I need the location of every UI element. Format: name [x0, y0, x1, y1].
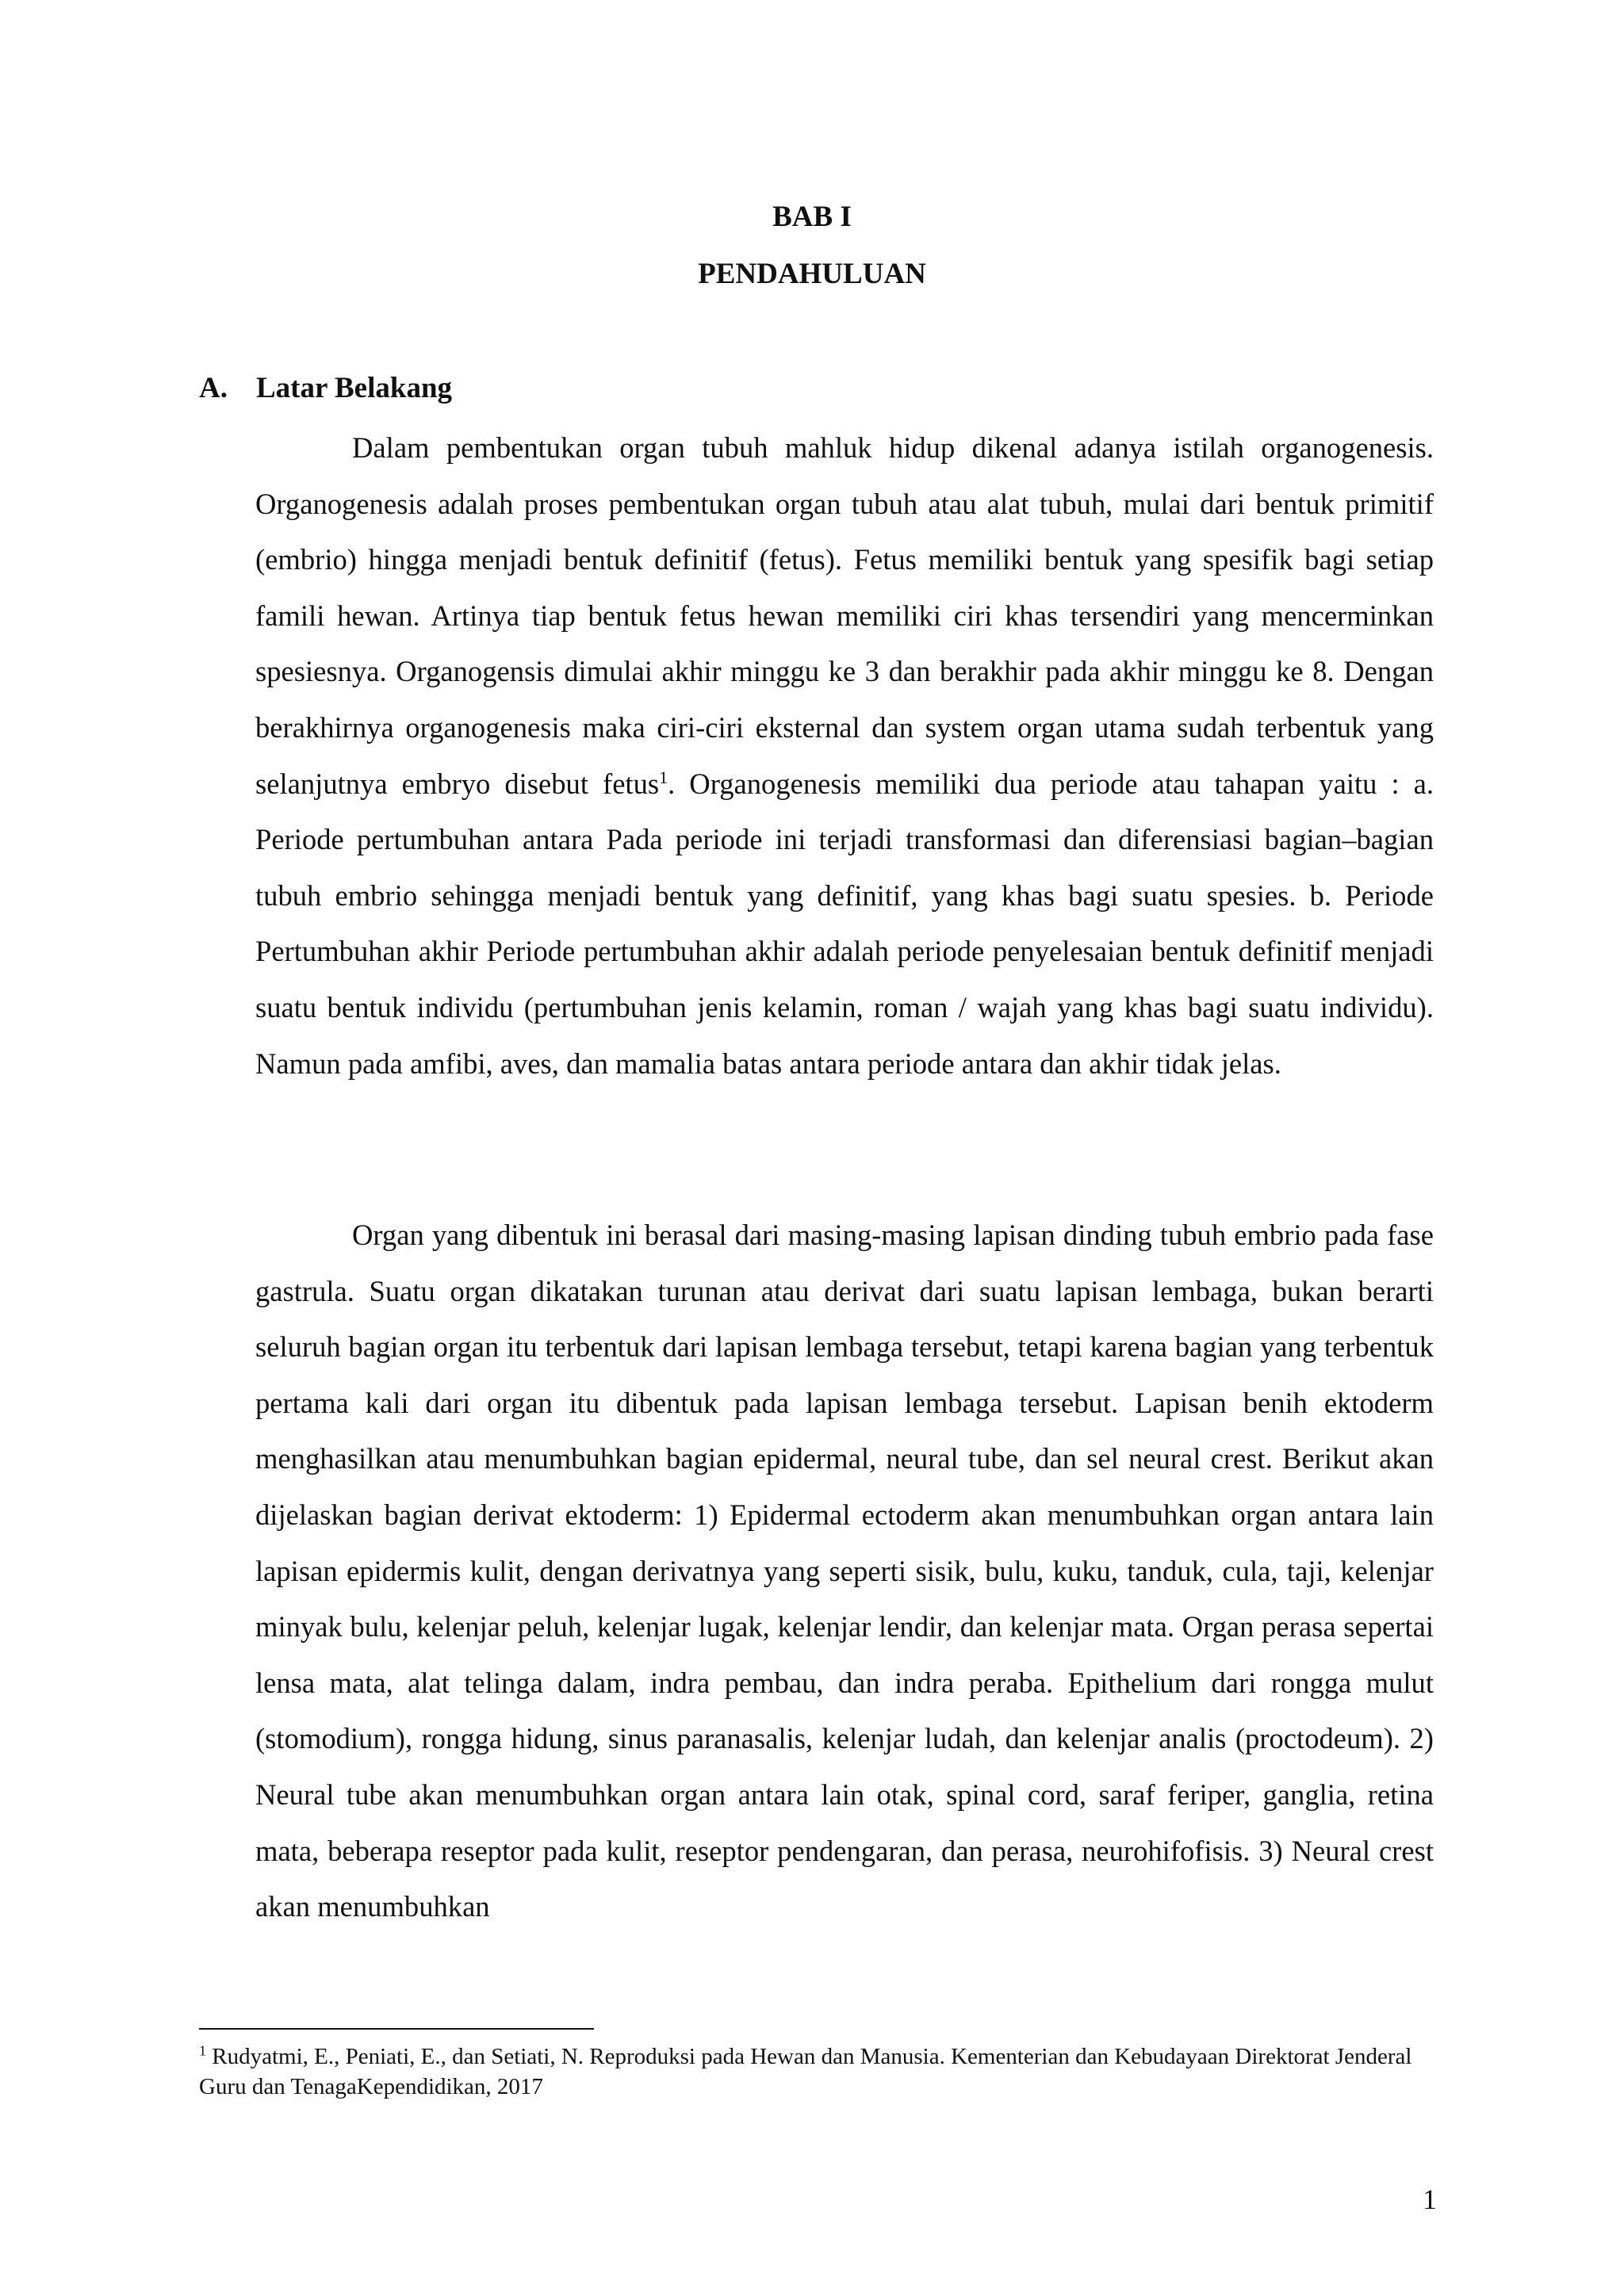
footnote-text: Rudyatmi, E., Peniati, E., dan Setiati, N. Reproduksi pada Hewan dan Manusia. Kementerian dan Kebudayaan Direktorat Jenderal Guru dan TenagaKependidikan, 2017	[199, 2044, 1412, 2099]
chapter-number: BAB I	[772, 201, 852, 233]
chapter-title: PENDAHULUAN	[698, 258, 926, 290]
section-title: Latar Belakang	[256, 372, 453, 404]
section-letter: A.	[199, 372, 228, 404]
paragraph-2-text: Organ yang dibentuk ini berasal dari masing-masing lapisan dinding tubuh embrio pada fase gastrula. Suatu organ dikatakan turunan atau derivat dari suatu lapisan lembaga, bukan berarti seluruh bagian organ itu terbentuk dari lapisan lembaga tersebut, tetapi karena bagian yang terbentuk pertama kali dari organ itu dibentuk pada lapisan lembaga tersebut. Lapisan benih ektoderm menghasilkan atau menumbuhkan bagian epidermal, neural tube, dan sel neural crest. Berikut akan dijelaskan bagian derivat ektoderm: 1) Epidermal ectoderm akan menumbuhkan organ antara lain lapisan epidermis kulit, dengan derivatnya yang seperti sisik, bulu, kuku, tanduk, cula, taji, kelenjar minyak bulu, kelenjar peluh, kelenjar lugak, kelenjar lendir, dan kelenjar mata. Organ perasa sepertai lensa mata, alat telinga dalam, indra pembau, dan indra peraba. Epithelium dari rongga mulut (stomodium), rongga hidung, sinus paranasalis, kelenjar ludah, dan kelenjar analis (proctodeum). 2) Neural tube akan menumbuhkan organ antara lain otak, spinal cord, saraf feriper, ganglia, retina mata, beberapa reseptor pada kulit, reseptor pendengaran, dan perasa, neurohifofisis. 3) Neural crest akan menumbuhkan	[255, 1219, 1434, 1923]
footnote-reference: 1	[659, 767, 668, 787]
page-number: 1	[1423, 2183, 1437, 2215]
footnote-separator	[199, 2028, 594, 2030]
footnote	[199, 2042, 1436, 2102]
section-heading	[199, 371, 452, 406]
paragraph-2	[255, 1207, 1434, 1935]
paragraph-1-before-note: Dalam pembentukan organ tubuh mahluk hidup dikenal adanya istilah organogenesis. Organogenesis adalah proses pembentukan organ tubuh atau alat tubuh, mulai dari bentuk primitif (embrio) hingga menjadi bentuk definitif (fetus). Fetus memiliki bentuk yang spesifik bagi setiap famili hewan. Artinya tiap bentuk fetus hewan memiliki ciri khas tersendiri yang mencerminkan spesiesnya. Organogensis dimulai akhir minggu ke 3 dan berakhir pada akhir minggu ke 8. Dengan berakhirnya organogenesis maka ciri-ciri eksternal dan system organ utama sudah terbentuk yang selanjutnya embryo disebut fetus	[255, 431, 1434, 800]
paragraph-1-text	[255, 420, 1434, 1092]
footnote-marker: 1	[199, 2042, 206, 2059]
paragraph-1	[255, 420, 1434, 1092]
paragraph-1-after-note: . Organogenesis memiliki dua periode atau tahapan yaitu : a. Periode pertumbuhan antara Pada periode ini terjadi transformasi dan diferensiasi bagian–bagian tubuh embrio sehingga menjadi bentuk yang definitif, yang khas bagi suatu spesies. b. Periode Pertumbuhan akhir Periode pertumbuhan akhir adalah periode penyelesaian bentuk definitif menjadi suatu bentuk individu (pertumbuhan jenis kelamin, roman / wajah yang khas bagi suatu individu). Namun pada amfibi, aves, dan mamalia batas antara periode antara dan akhir tidak jelas.	[255, 767, 1434, 1080]
